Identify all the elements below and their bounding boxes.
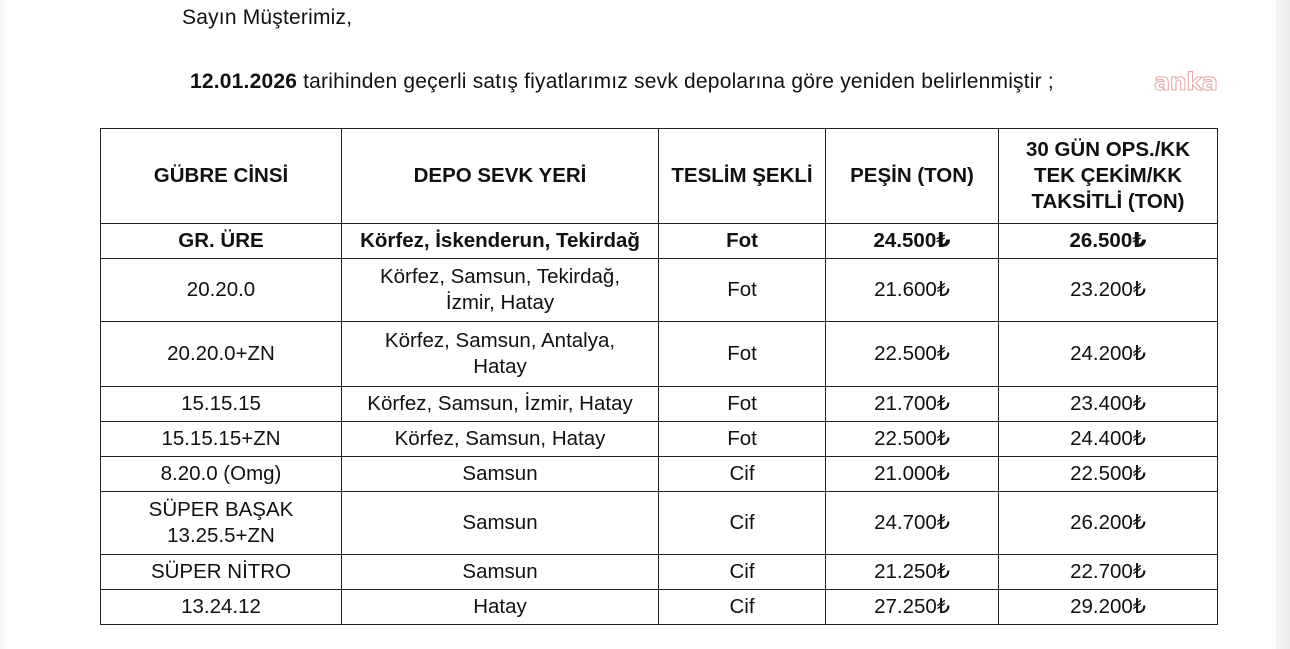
cell-depot-line: Körfez, Samsun, Antalya, <box>384 329 616 352</box>
header-cash-price: PEŞİN (TON) <box>826 129 999 224</box>
cell-depot: Samsun <box>342 457 659 492</box>
cell-cash: 27.250₺ <box>826 590 999 625</box>
cell-delivery: Fot <box>659 259 826 322</box>
cell-delivery: Fot <box>659 422 826 457</box>
header-fertilizer-type: GÜBRE CİNSİ <box>101 129 342 224</box>
cell-depot-line: İzmir, Hatay <box>445 291 555 314</box>
cell-cash: 22.500₺ <box>826 422 999 457</box>
cell-depot: Hatay <box>342 590 659 625</box>
price-table <box>100 128 1218 625</box>
header-credit-line3: TAKSİTLİ (TON) <box>1031 190 1185 213</box>
intro-paragraph <box>190 70 1054 94</box>
table-row <box>101 224 1218 259</box>
cell-credit: 24.200₺ <box>999 322 1218 387</box>
cell-cash: 22.500₺ <box>826 322 999 387</box>
cell-fertilizer: 20.20.0+ZN <box>101 322 342 387</box>
table-row <box>101 387 1218 422</box>
cell-delivery: Cif <box>659 590 826 625</box>
cell-fertilizer: GR. ÜRE <box>101 224 342 259</box>
table-row <box>101 555 1218 590</box>
cell-credit: 29.200₺ <box>999 590 1218 625</box>
table-row <box>101 322 1218 387</box>
page-left-edge <box>0 0 8 649</box>
cell-fertilizer: 15.15.15 <box>101 387 342 422</box>
header-credit-line1: 30 GÜN OPS./KK <box>1025 138 1191 161</box>
cell-depot <box>342 322 659 387</box>
effective-date: 12.01.2026 <box>190 70 298 93</box>
cell-delivery: Cif <box>659 457 826 492</box>
cell-delivery: Cif <box>659 555 826 590</box>
cell-credit: 23.400₺ <box>999 387 1218 422</box>
cell-depot: Körfez, İskenderun, Tekirdağ <box>342 224 659 259</box>
header-credit-line2: TEK ÇEKİM/KK <box>1033 164 1183 187</box>
header-delivery-type: TESLİM ŞEKLİ <box>659 129 826 224</box>
cell-depot <box>342 259 659 322</box>
cell-credit: 23.200₺ <box>999 259 1218 322</box>
table-row <box>101 492 1218 555</box>
cell-cash: 21.000₺ <box>826 457 999 492</box>
cell-fertilizer: 8.20.0 (Omg) <box>101 457 342 492</box>
cell-delivery: Fot <box>659 322 826 387</box>
header-depot-location: DEPO SEVK YERİ <box>342 129 659 224</box>
cell-fertilizer: 20.20.0 <box>101 259 342 322</box>
cell-fertilizer: 15.15.15+ZN <box>101 422 342 457</box>
cell-credit: 26.500₺ <box>999 224 1218 259</box>
cell-depot: Samsun <box>342 492 659 555</box>
cell-cash: 21.600₺ <box>826 259 999 322</box>
cell-depot-line: Körfez, Samsun, Tekirdağ, <box>379 265 621 288</box>
table-header-row <box>101 129 1218 224</box>
table-row <box>101 590 1218 625</box>
table-row <box>101 259 1218 322</box>
cell-credit: 22.500₺ <box>999 457 1218 492</box>
cell-depot: Körfez, Samsun, Hatay <box>342 422 659 457</box>
anka-watermark-logo: anka <box>1154 68 1218 96</box>
table-row <box>101 422 1218 457</box>
cell-fertilizer-line: 13.25.5+ZN <box>167 524 275 547</box>
cell-depot: Körfez, Samsun, İzmir, Hatay <box>342 387 659 422</box>
cell-credit: 26.200₺ <box>999 492 1218 555</box>
cell-depot: Samsun <box>342 555 659 590</box>
cell-cash: 21.700₺ <box>826 387 999 422</box>
cell-fertilizer-line: SÜPER BAŞAK <box>148 498 294 521</box>
cell-fertilizer <box>101 492 342 555</box>
cell-depot-line: Hatay <box>473 355 527 378</box>
cell-credit: 22.700₺ <box>999 555 1218 590</box>
cell-fertilizer: 13.24.12 <box>101 590 342 625</box>
cell-delivery: Fot <box>659 387 826 422</box>
greeting-text: Sayın Müşterimiz, <box>182 6 353 29</box>
cell-delivery: Fot <box>659 224 826 259</box>
cell-cash: 21.250₺ <box>826 555 999 590</box>
cell-cash: 24.700₺ <box>826 492 999 555</box>
intro-text: tarihinden geçerli satış fiyatlarımız sevk depolarına göre yeniden belirlenmiştir ; <box>297 70 1054 93</box>
cell-fertilizer: SÜPER NİTRO <box>101 555 342 590</box>
page-right-edge <box>1276 0 1290 649</box>
header-credit-price <box>999 129 1218 224</box>
cell-delivery: Cif <box>659 492 826 555</box>
cell-cash: 24.500₺ <box>826 224 999 259</box>
cell-credit: 24.400₺ <box>999 422 1218 457</box>
table-row <box>101 457 1218 492</box>
